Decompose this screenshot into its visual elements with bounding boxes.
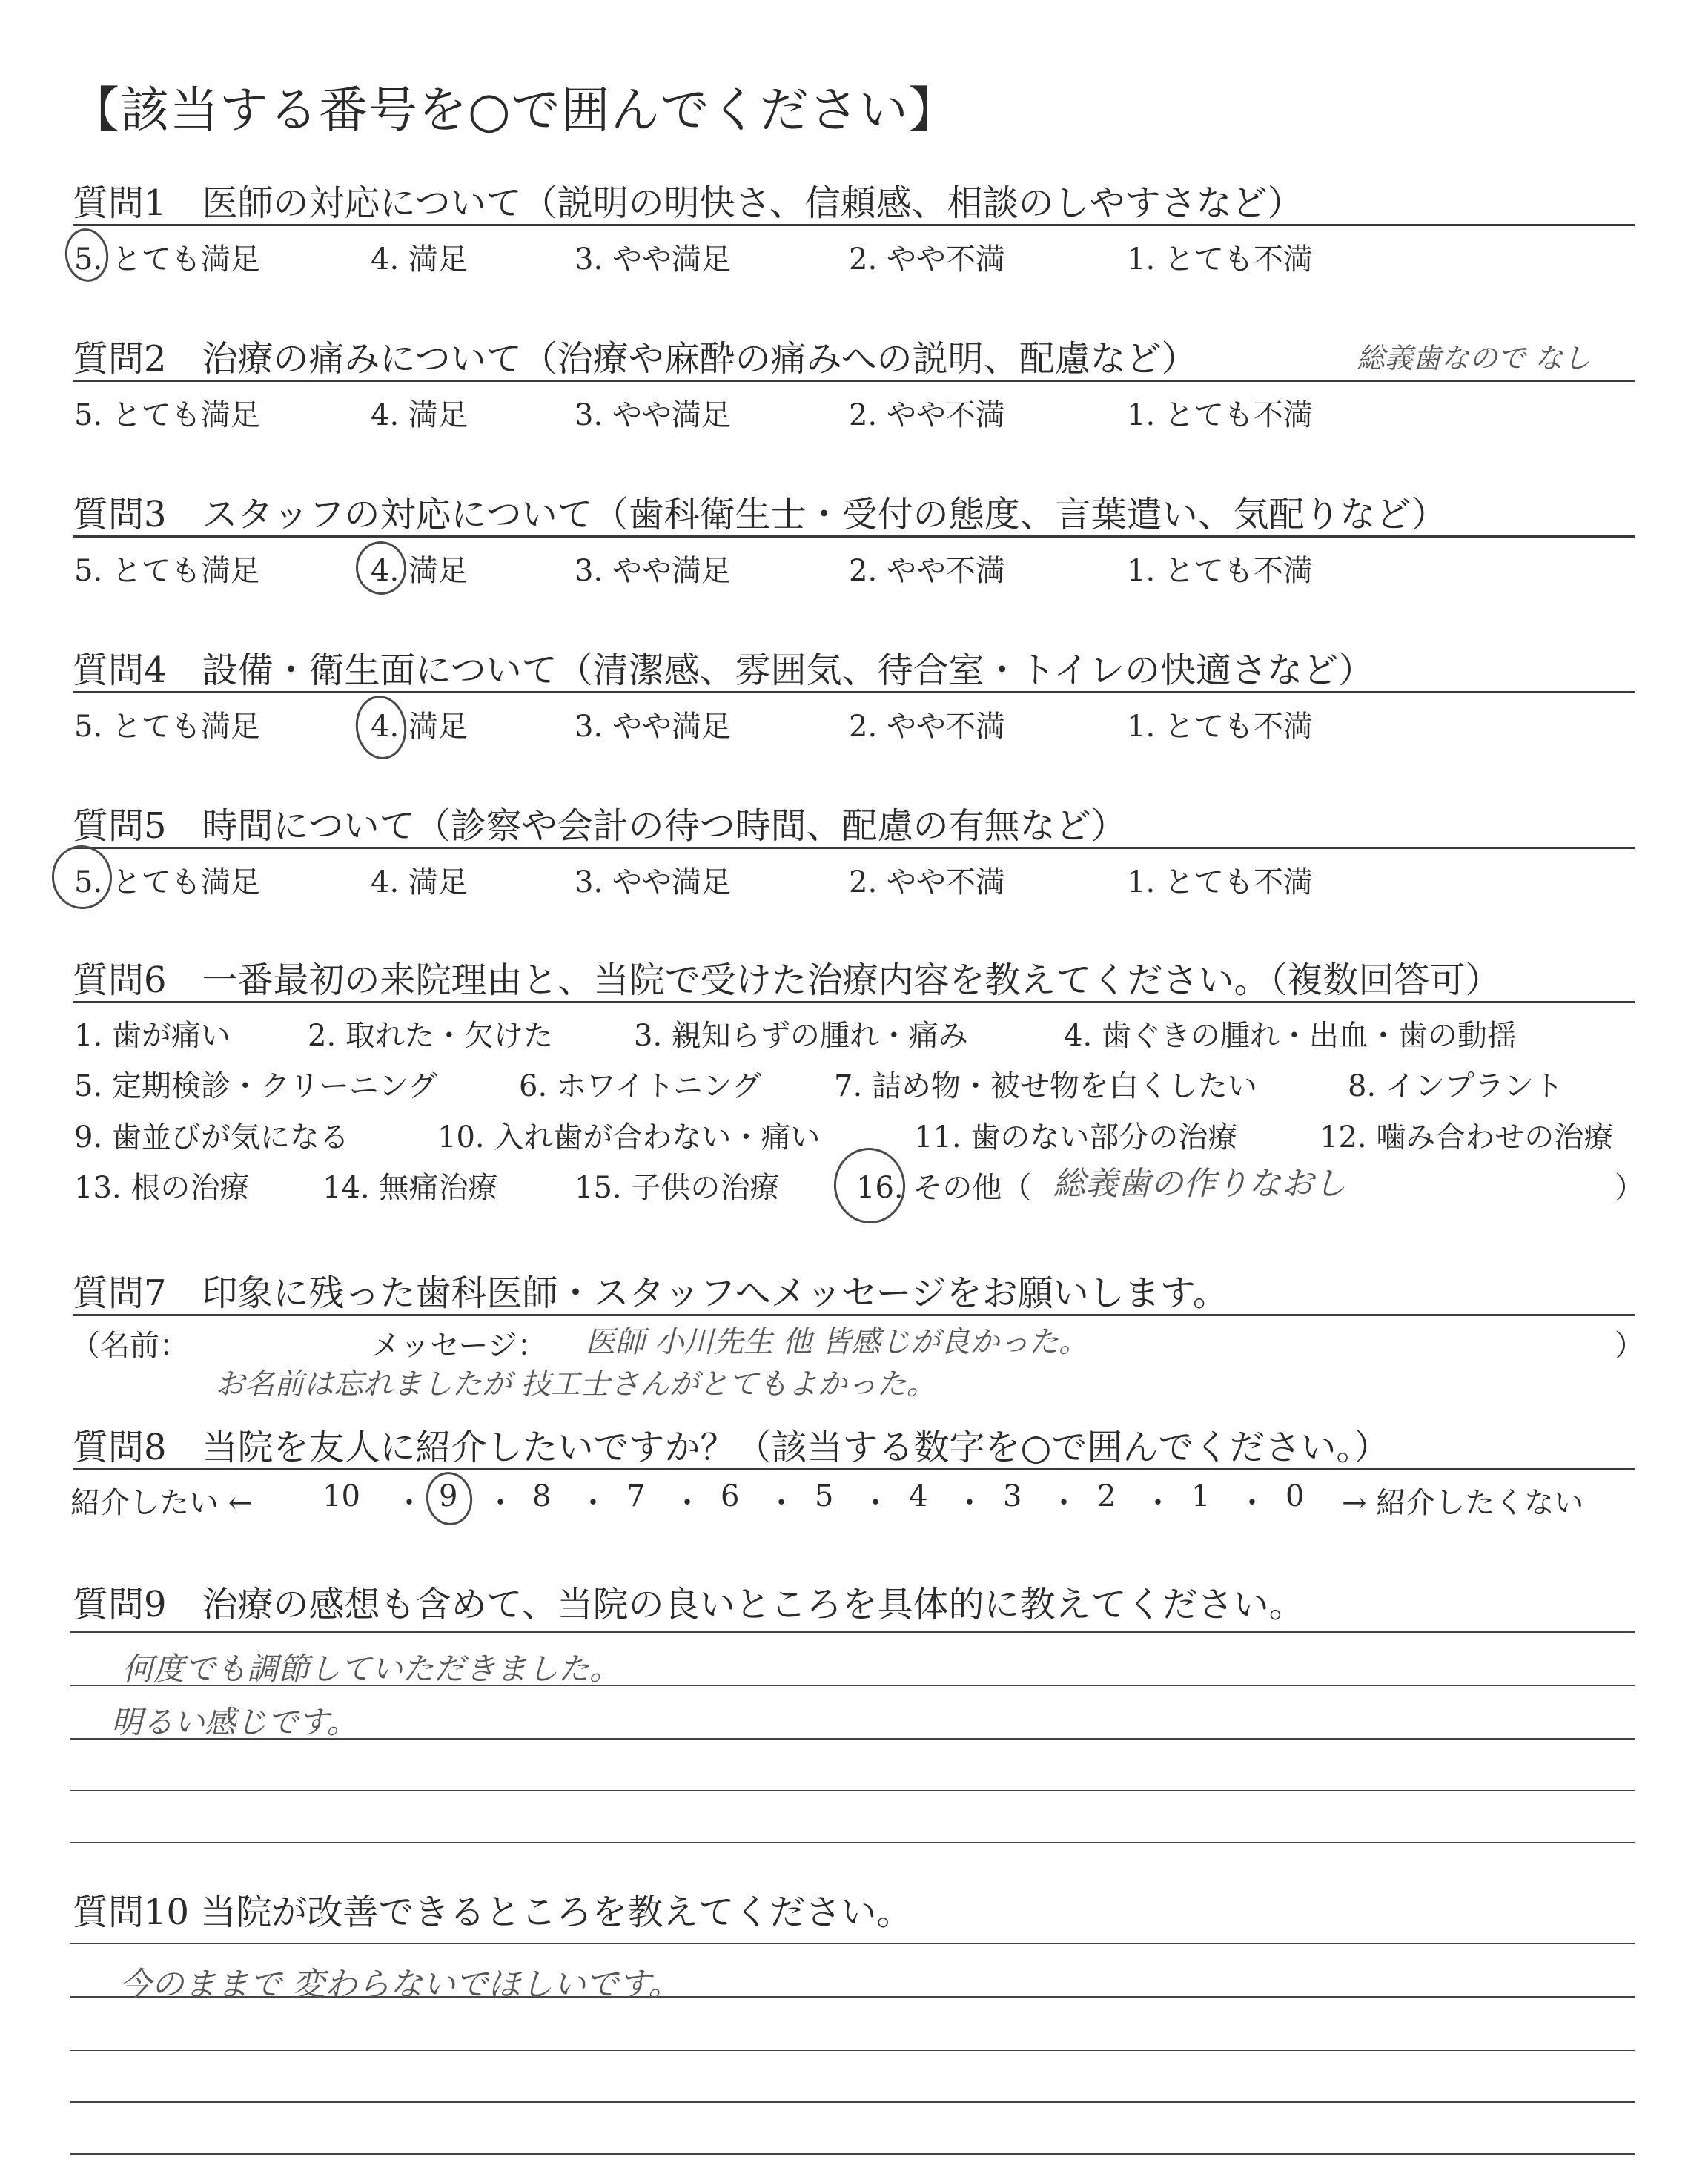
q6-other-close-paren: ）: [1615, 1171, 1644, 1205]
q8-scale-10[interactable]: 10: [322, 1479, 360, 1513]
q4-option-3[interactable]: 3. やや満足: [575, 710, 731, 744]
q6-option-7[interactable]: 7. 詰め物・被せ物を白くしたい: [834, 1069, 1257, 1103]
question-6-rule: [73, 1001, 1635, 1003]
q8-sep: ・: [578, 1486, 608, 1520]
q5-option-1[interactable]: 1. とても不満: [1127, 865, 1313, 899]
q3-option-4[interactable]: 4. 満足: [371, 554, 468, 588]
q8-sep: ・: [955, 1486, 984, 1520]
question-5-title: 質問5 時間について（診察や会計の待つ時間、配慮の有無など）: [73, 805, 1127, 847]
q10-answer-handwritten-1: 今のままで 変わらないでほしいです。: [119, 1966, 681, 2004]
q4-option-5[interactable]: 5. とても満足: [74, 710, 260, 744]
q6-option-2[interactable]: 2. 取れた・欠けた: [308, 1019, 553, 1053]
q9-writing-line: [70, 1631, 1635, 1633]
q7-close-paren: ）: [1615, 1329, 1644, 1363]
q6-option-15[interactable]: 15. 子供の治療: [575, 1171, 780, 1205]
q8-scale-4[interactable]: 4: [909, 1479, 928, 1513]
q5-option-3[interactable]: 3. やや満足: [575, 865, 731, 899]
q6-option-9[interactable]: 9. 歯並びが気になる: [74, 1120, 349, 1155]
q5-option-4[interactable]: 4. 満足: [371, 865, 468, 899]
q10-writing-line: [70, 2050, 1635, 2051]
q2-option-5[interactable]: 5. とても満足: [74, 398, 260, 432]
q8-sep: ・: [1143, 1486, 1173, 1520]
question-4-rule: [73, 691, 1635, 693]
question-2-rule: [73, 380, 1635, 382]
q7-message-label: メッセージ：: [371, 1329, 547, 1363]
question-6-title: 質問6 一番最初の来院理由と、当院で受けた治療内容を教えてください。（複数回答可）: [73, 960, 1501, 1001]
q8-selection-circle: [423, 1469, 475, 1528]
q10-writing-line: [70, 2101, 1635, 2103]
q6-option-14[interactable]: 14. 無痛治療: [322, 1171, 498, 1205]
q6-option-12[interactable]: 12. 噛み合わせの治療: [1320, 1120, 1614, 1155]
q6-option-10[interactable]: 10. 入れ歯が合わない・痛い: [437, 1120, 821, 1155]
q6-option-5[interactable]: 5. 定期検診・クリーニング: [74, 1069, 438, 1103]
q8-sep: ・: [486, 1486, 515, 1520]
q8-scale-1[interactable]: 1: [1191, 1479, 1211, 1513]
question-1-title: 質問1 医師の対応について（説明の明快さ、信頼感、相談のしやすさなど）: [73, 182, 1303, 224]
question-7-rule: [73, 1314, 1635, 1316]
q8-scale-0[interactable]: 0: [1285, 1479, 1305, 1513]
q2-option-4[interactable]: 4. 満足: [371, 398, 468, 432]
q2-option-1[interactable]: 1. とても不満: [1127, 398, 1313, 432]
q4-option-4[interactable]: 4. 満足: [371, 710, 468, 744]
q4-option-2[interactable]: 2. やや不満: [849, 710, 1005, 744]
q1-option-2[interactable]: 2. やや不満: [849, 242, 1005, 277]
q4-option-1[interactable]: 1. とても不満: [1127, 710, 1313, 744]
question-5-rule: [73, 847, 1635, 849]
q10-writing-line: [70, 2153, 1635, 2155]
q3-option-2[interactable]: 2. やや不満: [849, 554, 1005, 588]
q6-other-handwritten: 総義歯の作りなおし: [1053, 1165, 1346, 1203]
q5-option-2[interactable]: 2. やや不満: [849, 865, 1005, 899]
q8-sep: ・: [1237, 1486, 1267, 1520]
q8-scale-7[interactable]: 7: [626, 1479, 646, 1513]
question-10-title: 質問10 当院が改善できるところを教えてください。: [73, 1892, 913, 1933]
q1-option-3[interactable]: 3. やや満足: [575, 242, 731, 277]
q1-option-1[interactable]: 1. とても不満: [1127, 242, 1313, 277]
q10-writing-line: [70, 1943, 1635, 1944]
q8-sep: ・: [767, 1486, 796, 1520]
q8-scale-5[interactable]: 5: [815, 1479, 834, 1513]
q9-answer-handwritten-1: 何度でも調節していただきました。: [122, 1651, 621, 1687]
q1-option-5[interactable]: 5. とても満足: [74, 242, 260, 277]
q9-writing-line: [70, 1842, 1635, 1843]
question-2-title: 質問2 治療の痛みについて（治療や麻酔の痛みへの説明、配慮など）: [73, 338, 1197, 380]
q5-option-5[interactable]: 5. とても満足: [74, 865, 260, 899]
q6-option-6[interactable]: 6. ホワイトニング: [519, 1069, 762, 1103]
q1-option-4[interactable]: 4. 満足: [371, 242, 468, 277]
q8-scale-8[interactable]: 8: [532, 1479, 552, 1513]
q9-writing-line: [70, 1790, 1635, 1791]
question-9-title: 質問9 治療の感想も含めて、当院の良いところを具体的に教えてください。: [73, 1584, 1305, 1625]
q8-sep: ・: [672, 1486, 702, 1520]
question-7-title: 質問7 印象に残った歯科医師・スタッフへメッセージをお願いします。: [73, 1272, 1228, 1314]
q3-option-3[interactable]: 3. やや満足: [575, 554, 731, 588]
q6-option-3[interactable]: 3. 親知らずの腫れ・痛み: [634, 1019, 968, 1053]
q2-handwritten-note: 総義歯なので なし: [1357, 342, 1592, 374]
question-3-rule: [73, 535, 1635, 538]
q8-scale-6[interactable]: 6: [721, 1479, 740, 1513]
page-heading: 【該当する番号を○で囲んでください】: [70, 82, 959, 139]
q8-scale-3[interactable]: 3: [1003, 1479, 1022, 1513]
q6-option-8[interactable]: 8. インプラント: [1348, 1069, 1563, 1103]
q8-scale-2[interactable]: 2: [1097, 1479, 1116, 1513]
q7-name-label: （名前：: [70, 1329, 189, 1363]
q5-selection-circle: [47, 842, 116, 913]
question-4-title: 質問4 設備・衛生面について（清潔感、雰囲気、待合室・トイレの快適さなど）: [73, 650, 1374, 691]
q2-option-3[interactable]: 3. やや満足: [575, 398, 731, 432]
q3-option-5[interactable]: 5. とても満足: [74, 554, 260, 588]
q8-scale-9[interactable]: 9: [439, 1479, 458, 1513]
q8-right-label: → 紹介したくない: [1342, 1486, 1584, 1520]
q6-option-1[interactable]: 1. 歯が痛い: [74, 1019, 231, 1053]
q8-left-label: 紹介したい ←: [70, 1486, 254, 1520]
question-8-title: 質問8 当院を友人に紹介したいですか？（該当する数字を○で囲んでください。）: [73, 1427, 1390, 1468]
q9-answer-handwritten-2: 明るい感じです。: [111, 1704, 358, 1740]
q2-option-2[interactable]: 2. やや不満: [849, 398, 1005, 432]
q6-selection-circle: [829, 1143, 910, 1228]
q6-option-11[interactable]: 11. 歯のない部分の治療: [914, 1120, 1238, 1155]
q8-sep: ・: [1049, 1486, 1079, 1520]
question-8-rule: [73, 1468, 1635, 1470]
q8-sep: ・: [394, 1486, 424, 1520]
q7-message-handwritten-2: お名前は忘れましたが 技工士さんがとてもよかった。: [215, 1367, 936, 1401]
q6-option-13[interactable]: 13. 根の治療: [74, 1171, 250, 1205]
q7-message-handwritten-1: 医師 小川先生 他 皆感じが良かった。: [586, 1325, 1089, 1359]
q6-option-16[interactable]: 16. その他（: [856, 1171, 1032, 1205]
q8-sep: ・: [861, 1486, 890, 1520]
q6-option-4[interactable]: 4. 歯ぐきの腫れ・出血・歯の動揺: [1064, 1019, 1517, 1053]
q3-option-1[interactable]: 1. とても不満: [1127, 554, 1313, 588]
question-3-title: 質問3 スタッフの対応について（歯科衛生士・受付の態度、言葉遣い、気配りなど）: [73, 494, 1447, 535]
question-1-rule: [73, 224, 1635, 226]
